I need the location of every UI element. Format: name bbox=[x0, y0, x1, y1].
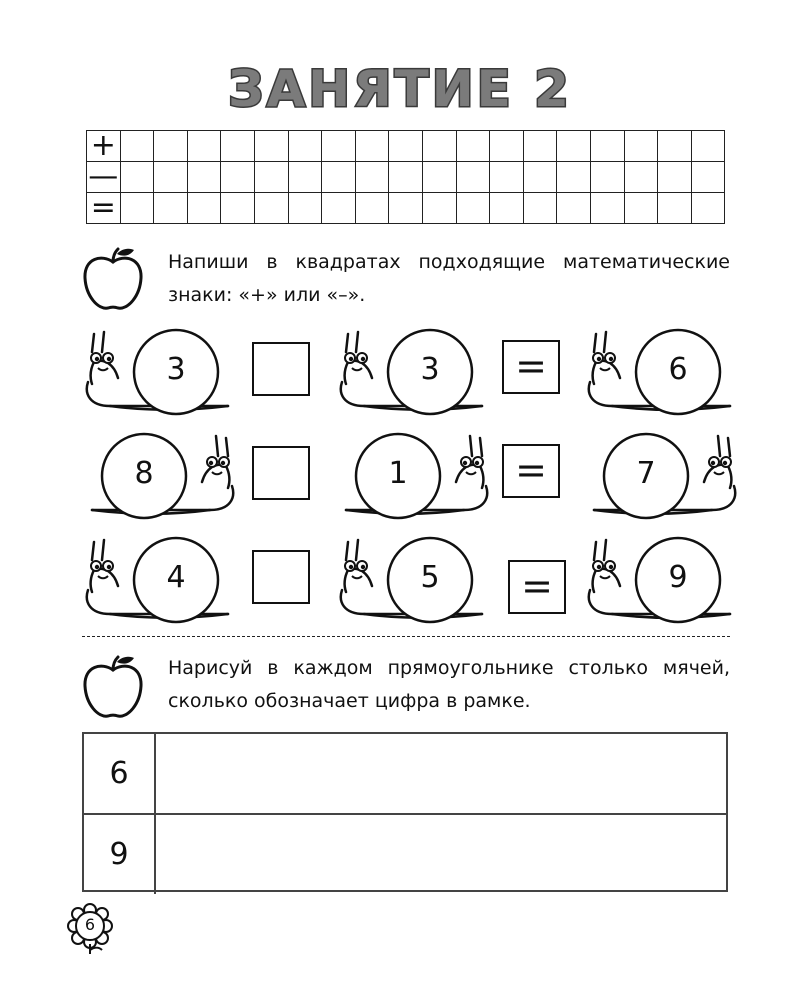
grid-cell[interactable] bbox=[422, 193, 456, 224]
snail-number: 3 bbox=[166, 352, 186, 387]
snail-number-card bbox=[80, 426, 240, 526]
drawing-area[interactable] bbox=[156, 734, 726, 813]
grid-cell[interactable] bbox=[490, 193, 524, 224]
grid-cell[interactable] bbox=[523, 193, 557, 224]
grid-cell[interactable] bbox=[557, 131, 591, 162]
snail-number-card bbox=[582, 426, 742, 526]
grid-cell[interactable] bbox=[288, 162, 322, 193]
grid-cell[interactable] bbox=[288, 193, 322, 224]
grid-cell[interactable] bbox=[624, 131, 658, 162]
grid-cell[interactable] bbox=[389, 162, 423, 193]
snail-number: 6 bbox=[668, 352, 688, 387]
signs-grid-row bbox=[87, 131, 725, 162]
snail-number: 7 bbox=[636, 456, 656, 491]
grid-cell[interactable] bbox=[187, 193, 221, 224]
grid-cell[interactable] bbox=[221, 131, 255, 162]
grid-cell[interactable] bbox=[355, 131, 389, 162]
sign-sample: + bbox=[87, 131, 121, 162]
grid-cell[interactable] bbox=[355, 193, 389, 224]
grid-cell[interactable] bbox=[389, 193, 423, 224]
lesson-title: ЗАНЯТИЕ 2 bbox=[228, 60, 572, 118]
ball-count-number: 6 bbox=[84, 734, 156, 813]
drawing-area[interactable] bbox=[156, 815, 726, 894]
grid-cell[interactable] bbox=[658, 193, 692, 224]
ball-drawing-table bbox=[82, 732, 728, 892]
grid-cell[interactable] bbox=[389, 131, 423, 162]
sign-sample: = bbox=[87, 193, 121, 224]
snail-number: 5 bbox=[420, 560, 440, 595]
ball-row bbox=[84, 813, 726, 894]
grid-cell[interactable] bbox=[154, 131, 188, 162]
grid-cell[interactable] bbox=[490, 131, 524, 162]
grid-cell[interactable] bbox=[691, 162, 725, 193]
sign-answer-box[interactable] bbox=[252, 446, 310, 500]
snail-number-card bbox=[334, 426, 494, 526]
grid-cell[interactable] bbox=[355, 162, 389, 193]
grid-cell[interactable] bbox=[557, 162, 591, 193]
snail-number-card bbox=[582, 530, 742, 630]
snail-number: 9 bbox=[668, 560, 688, 595]
signs-writing-grid bbox=[86, 130, 725, 224]
grid-cell[interactable] bbox=[624, 162, 658, 193]
grid-cell[interactable] bbox=[624, 193, 658, 224]
grid-cell[interactable] bbox=[456, 162, 490, 193]
grid-cell[interactable] bbox=[456, 131, 490, 162]
grid-cell[interactable] bbox=[120, 162, 154, 193]
grid-cell[interactable] bbox=[557, 193, 591, 224]
grid-cell[interactable] bbox=[187, 131, 221, 162]
task1-instructions: Напиши в квадратах подходящие математические знаки: «+» или «–». bbox=[168, 251, 730, 306]
ball-count-number: 9 bbox=[84, 815, 156, 894]
grid-cell[interactable] bbox=[154, 193, 188, 224]
equals-sign-box: = bbox=[502, 444, 560, 498]
apple-icon bbox=[80, 652, 146, 722]
task2-instructions: Нарисуй в каждом прямоугольнике столько мячей, сколько обозначает цифра в рамке. bbox=[168, 657, 730, 712]
grid-cell[interactable] bbox=[456, 193, 490, 224]
grid-cell[interactable] bbox=[691, 131, 725, 162]
grid-cell[interactable] bbox=[691, 193, 725, 224]
grid-cell[interactable] bbox=[523, 162, 557, 193]
grid-cell[interactable] bbox=[187, 162, 221, 193]
grid-cell[interactable] bbox=[422, 162, 456, 193]
grid-cell[interactable] bbox=[254, 131, 288, 162]
snail-number: 8 bbox=[134, 456, 154, 491]
sign-answer-box[interactable] bbox=[252, 550, 310, 604]
grid-cell[interactable] bbox=[322, 193, 356, 224]
grid-cell[interactable] bbox=[254, 162, 288, 193]
snail-number: 4 bbox=[166, 560, 186, 595]
grid-cell[interactable] bbox=[523, 131, 557, 162]
grid-cell[interactable] bbox=[322, 162, 356, 193]
grid-cell[interactable] bbox=[120, 131, 154, 162]
grid-cell[interactable] bbox=[254, 193, 288, 224]
snail-number-card bbox=[334, 322, 494, 422]
grid-cell[interactable] bbox=[590, 131, 624, 162]
equals-sign-box: = bbox=[502, 340, 560, 394]
snail-number-card bbox=[80, 322, 240, 422]
grid-cell[interactable] bbox=[120, 193, 154, 224]
dashed-divider bbox=[82, 636, 730, 637]
signs-grid-row bbox=[87, 193, 725, 224]
grid-cell[interactable] bbox=[288, 131, 322, 162]
snail-number-card bbox=[582, 322, 742, 422]
snail-number: 3 bbox=[420, 352, 440, 387]
snail-number-card bbox=[80, 530, 240, 630]
equals-sign-box: = bbox=[508, 560, 566, 614]
snail-number-card bbox=[334, 530, 494, 630]
signs-grid-row bbox=[87, 162, 725, 193]
ball-row bbox=[84, 734, 726, 813]
sign-sample: — bbox=[88, 159, 119, 194]
grid-cell[interactable] bbox=[221, 193, 255, 224]
grid-cell[interactable] bbox=[658, 162, 692, 193]
grid-cell[interactable] bbox=[658, 131, 692, 162]
grid-cell[interactable] bbox=[590, 193, 624, 224]
sign-answer-box[interactable] bbox=[252, 342, 310, 396]
grid-cell[interactable] bbox=[154, 162, 188, 193]
grid-cell[interactable] bbox=[590, 162, 624, 193]
apple-icon bbox=[80, 244, 146, 314]
grid-cell[interactable] bbox=[490, 162, 524, 193]
grid-cell[interactable] bbox=[221, 162, 255, 193]
snail-number: 1 bbox=[388, 456, 408, 491]
grid-cell[interactable] bbox=[422, 131, 456, 162]
page-number: 6 bbox=[84, 915, 96, 934]
grid-cell[interactable] bbox=[322, 131, 356, 162]
page-number-badge bbox=[66, 902, 118, 954]
